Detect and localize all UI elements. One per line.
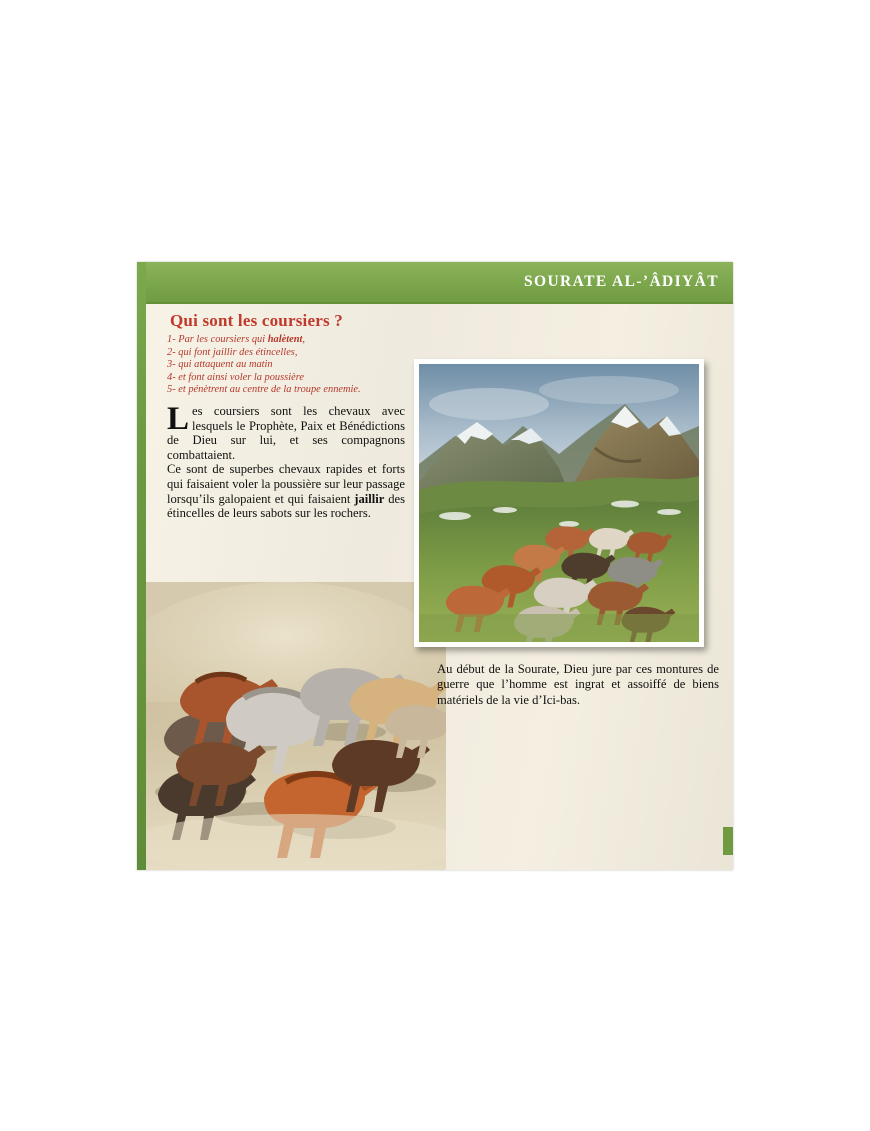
bottom-horse-scene-image xyxy=(146,582,446,870)
verse-line-2 xyxy=(167,347,457,360)
verse-line-1 xyxy=(167,334,457,347)
drop-cap: L xyxy=(167,401,190,437)
page-header-band xyxy=(137,262,733,304)
book-page-scan xyxy=(137,262,733,870)
body-paragraph-2-part2: des étincelles de leurs sabots sur les rochers. xyxy=(167,491,405,521)
verse-line-4-text: 4- et font ainsi voler la poussière xyxy=(167,371,304,383)
inset-photo-image xyxy=(419,364,699,642)
page-header-title: SOURATE AL-’ÂDIYÂT xyxy=(523,273,719,290)
section-headline: Qui sont les coursiers ? xyxy=(170,311,343,330)
right-green-tab xyxy=(723,827,733,855)
left-green-edge xyxy=(137,262,146,870)
verse-line-2-text: 2- qui font jaillir des étincelles, xyxy=(167,346,298,358)
body-paragraph-1-text: es coursiers sont les chevaux avec lesquels le Prophète, Paix et Bénédictions de Dieu sur lui, et ses compagnons combattaient. xyxy=(167,404,405,462)
photo-caption-text: Au début de la Sourate, Dieu jure par ces montures de guerre que l’homme est ingrat et assoiffé de biens matériels de la vie d’Ici-bas. xyxy=(437,662,719,707)
body-paragraph-2 xyxy=(167,462,405,520)
body-paragraph-2-bold: jaillir xyxy=(354,491,385,506)
verse-line-5-text: 5- et pénètrent au centre de la troupe ennemie. xyxy=(167,384,361,396)
verse-line-3-text: 3- qui attaquent au matin xyxy=(167,359,273,371)
body-text-column xyxy=(167,401,405,521)
body-paragraph-1 xyxy=(167,401,405,462)
body-paragraph-2-part1: Ce sont de superbes chevaux rapides et forts qui faisaient voler la poussière sur leur passage lorsqu’ils galopaient et qui faisaient xyxy=(167,462,405,506)
verse-line-1-text: 1- Par les coursiers qui halètent, xyxy=(167,334,305,345)
inset-photo-frame xyxy=(414,359,704,647)
